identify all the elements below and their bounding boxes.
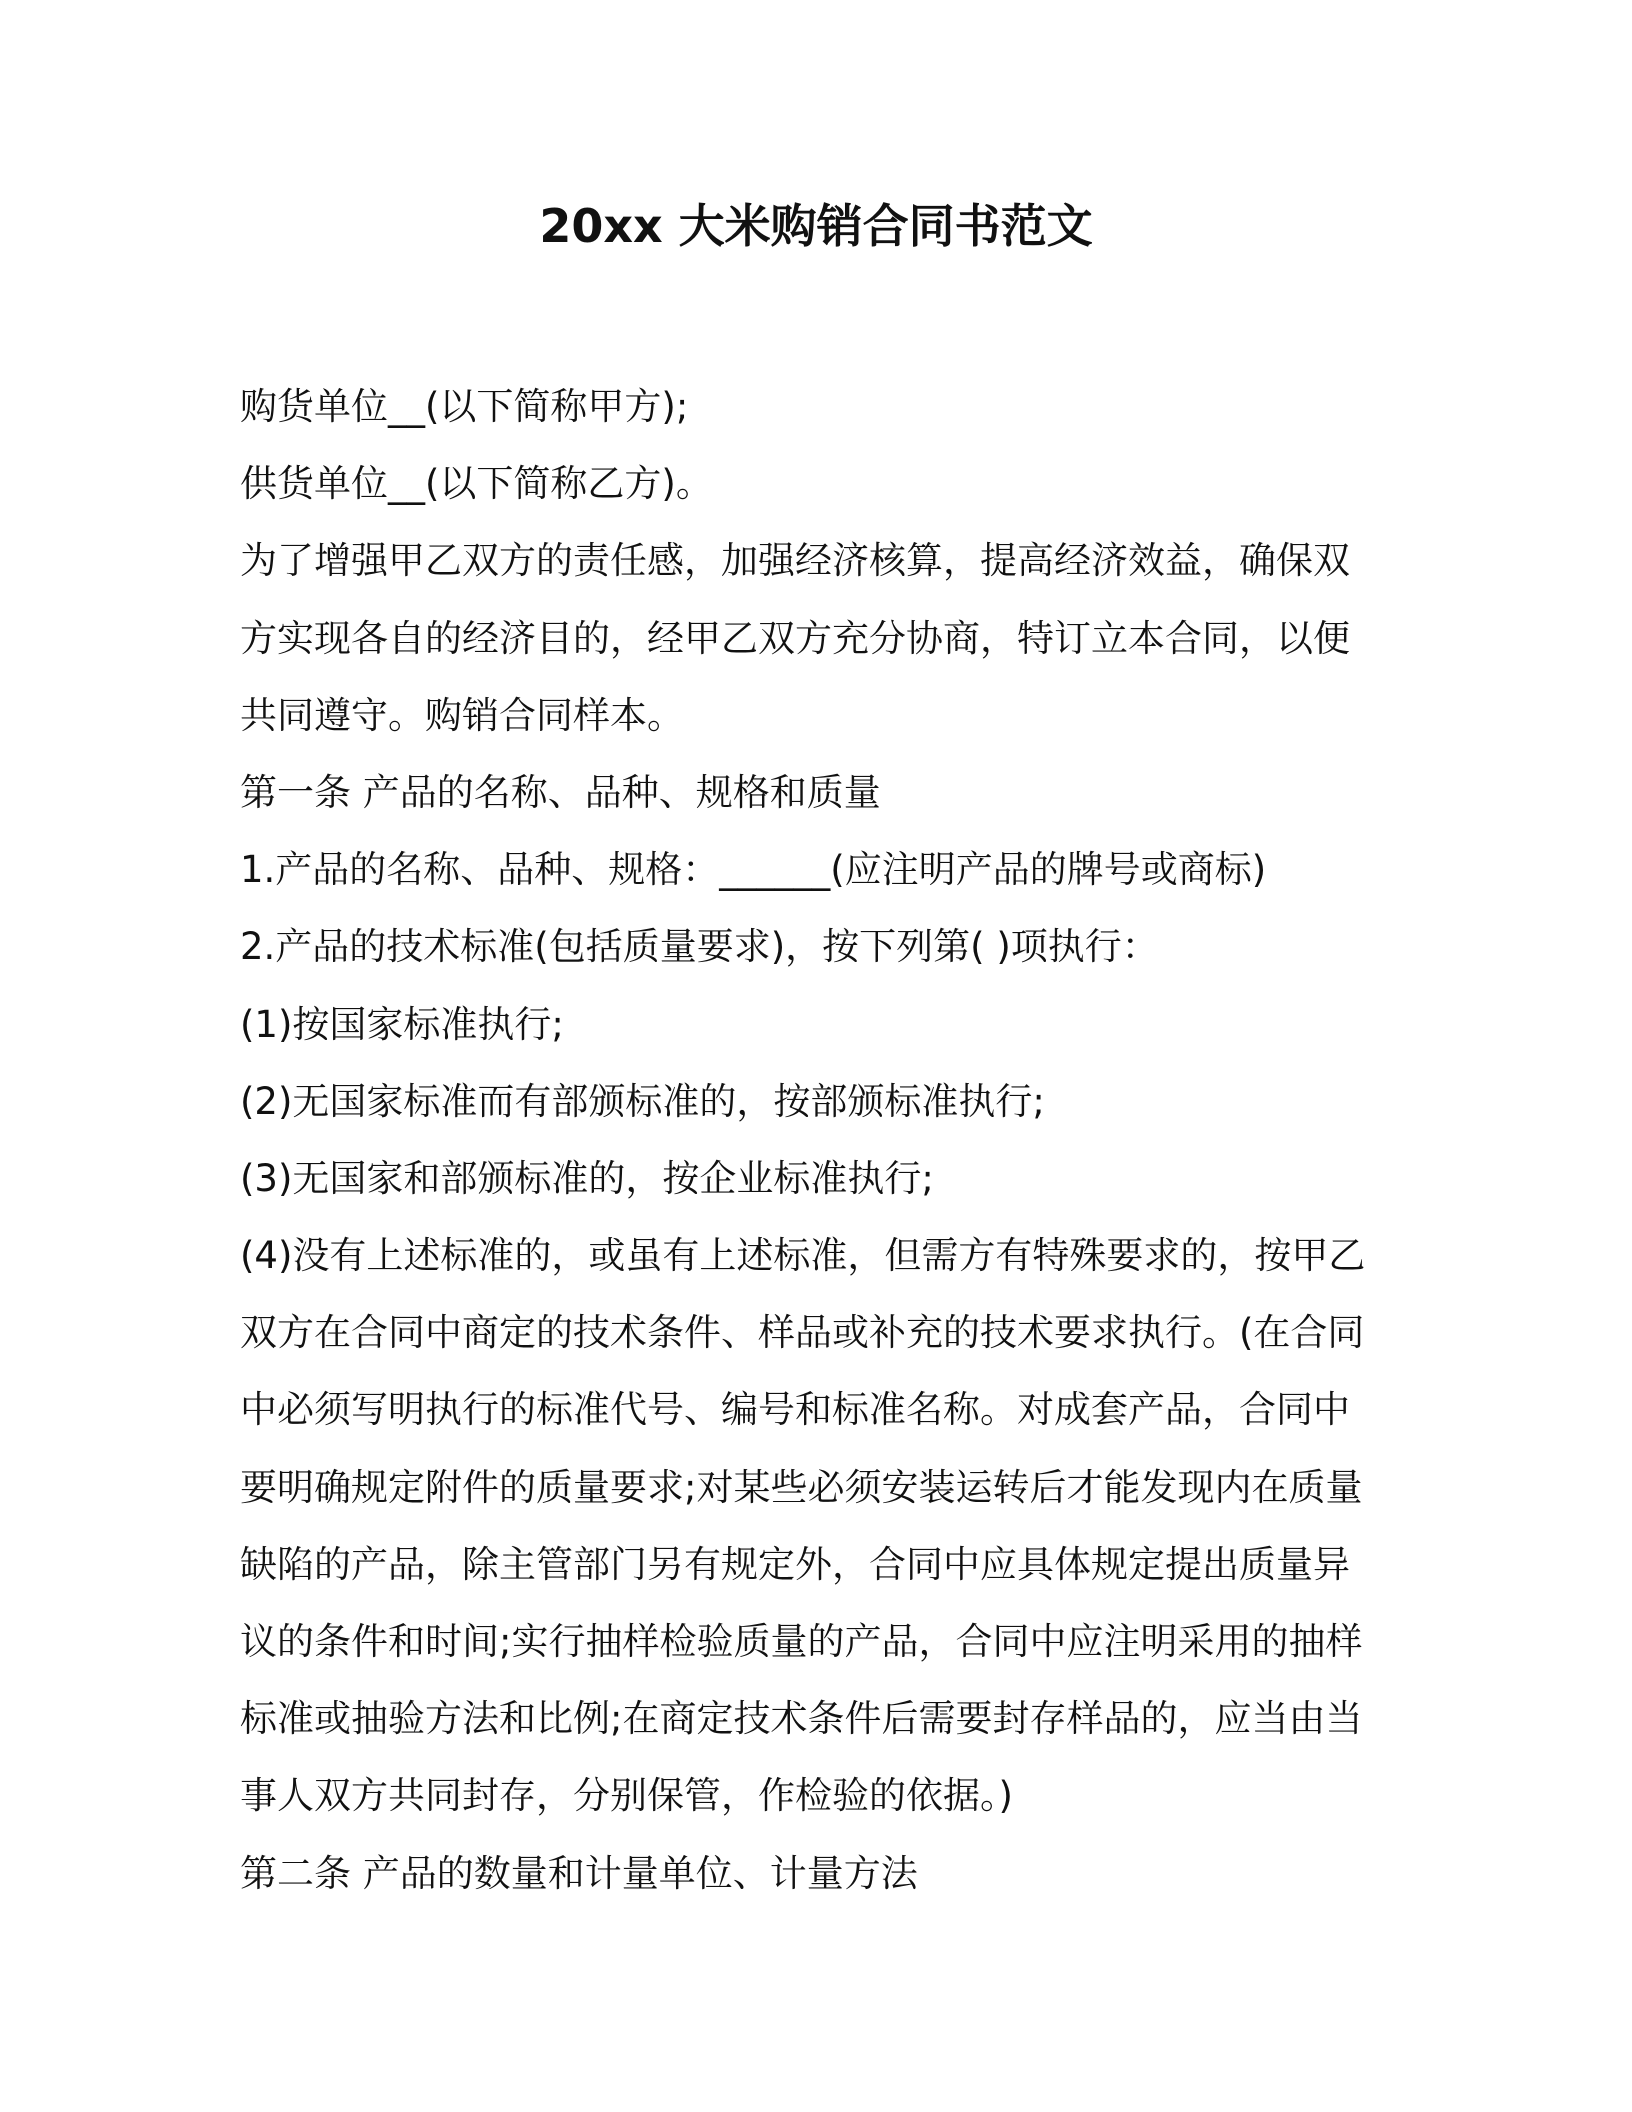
standard-option-4-line-6: 议的条件和时间;实行抽样检验质量的产品，合同中应注明采用的抽样 — [240, 1620, 1363, 1663]
document-body — [240, 368, 1380, 1912]
standard-option-4-line-8: 事人双方共同封存，分别保管，作检验的依据。) — [240, 1774, 1013, 1818]
article-2-heading: 第二条 产品的数量和计量单位、计量方法 — [240, 1851, 918, 1895]
clause-1-2: 2.产品的技术标准(包括质量要求)，按下列第( )项执行： — [240, 925, 1159, 969]
standard-option-4-line-4: 要明确规定附件的质量要求;对某些必须安装运转后才能发现内在质量 — [240, 1465, 1363, 1509]
preamble-line-2: 方实现各自的经济目的，经甲乙双方充分协商，特订立本合同，以便 — [240, 616, 1350, 660]
supplier-line: 供货单位__(以下简称乙方)。 — [240, 462, 713, 506]
standard-option-4-line-5: 缺陷的产品，除主管部门另有规定外，合同中应具体规定提出质量异 — [240, 1542, 1350, 1586]
article-1-heading: 第一条 产品的名称、品种、规格和质量 — [240, 770, 881, 814]
standard-option-4-line-7: 标准或抽验方法和比例;在商定技术条件后需要封存样品的，应当由当 — [240, 1697, 1363, 1741]
standard-option-4-line-3: 中必须写明执行的标准代号、编号和标准名称。对成套产品，合同中 — [240, 1388, 1350, 1432]
preamble-line-3: 共同遵守。购销合同样本。 — [240, 693, 684, 737]
standard-option-4-line-1: (4)没有上述标准的，或虽有上述标准，但需方有特殊要求的，按甲乙 — [240, 1234, 1366, 1278]
buyer-line: 购货单位__(以下简称甲方); — [240, 385, 689, 428]
standard-option-4-line-2: 双方在合同中商定的技术条件、样品或补充的技术要求执行。(在合同 — [240, 1311, 1365, 1355]
document-title: 20xx 大米购销合同书范文 — [539, 199, 1093, 253]
standard-option-1: (1)按国家标准执行; — [240, 1002, 564, 1046]
standard-option-2: (2)无国家标准而有部颁标准的，按部颁标准执行; — [240, 1079, 1045, 1123]
clause-1-1: 1.产品的名称、品种、规格：______(应注明产品的牌号或商标) — [240, 848, 1267, 892]
preamble-line-1: 为了增强甲乙双方的责任感，加强经济核算，提高经济效益，确保双 — [240, 539, 1350, 583]
standard-option-3: (3)无国家和部颁标准的，按企业标准执行; — [240, 1156, 934, 1200]
